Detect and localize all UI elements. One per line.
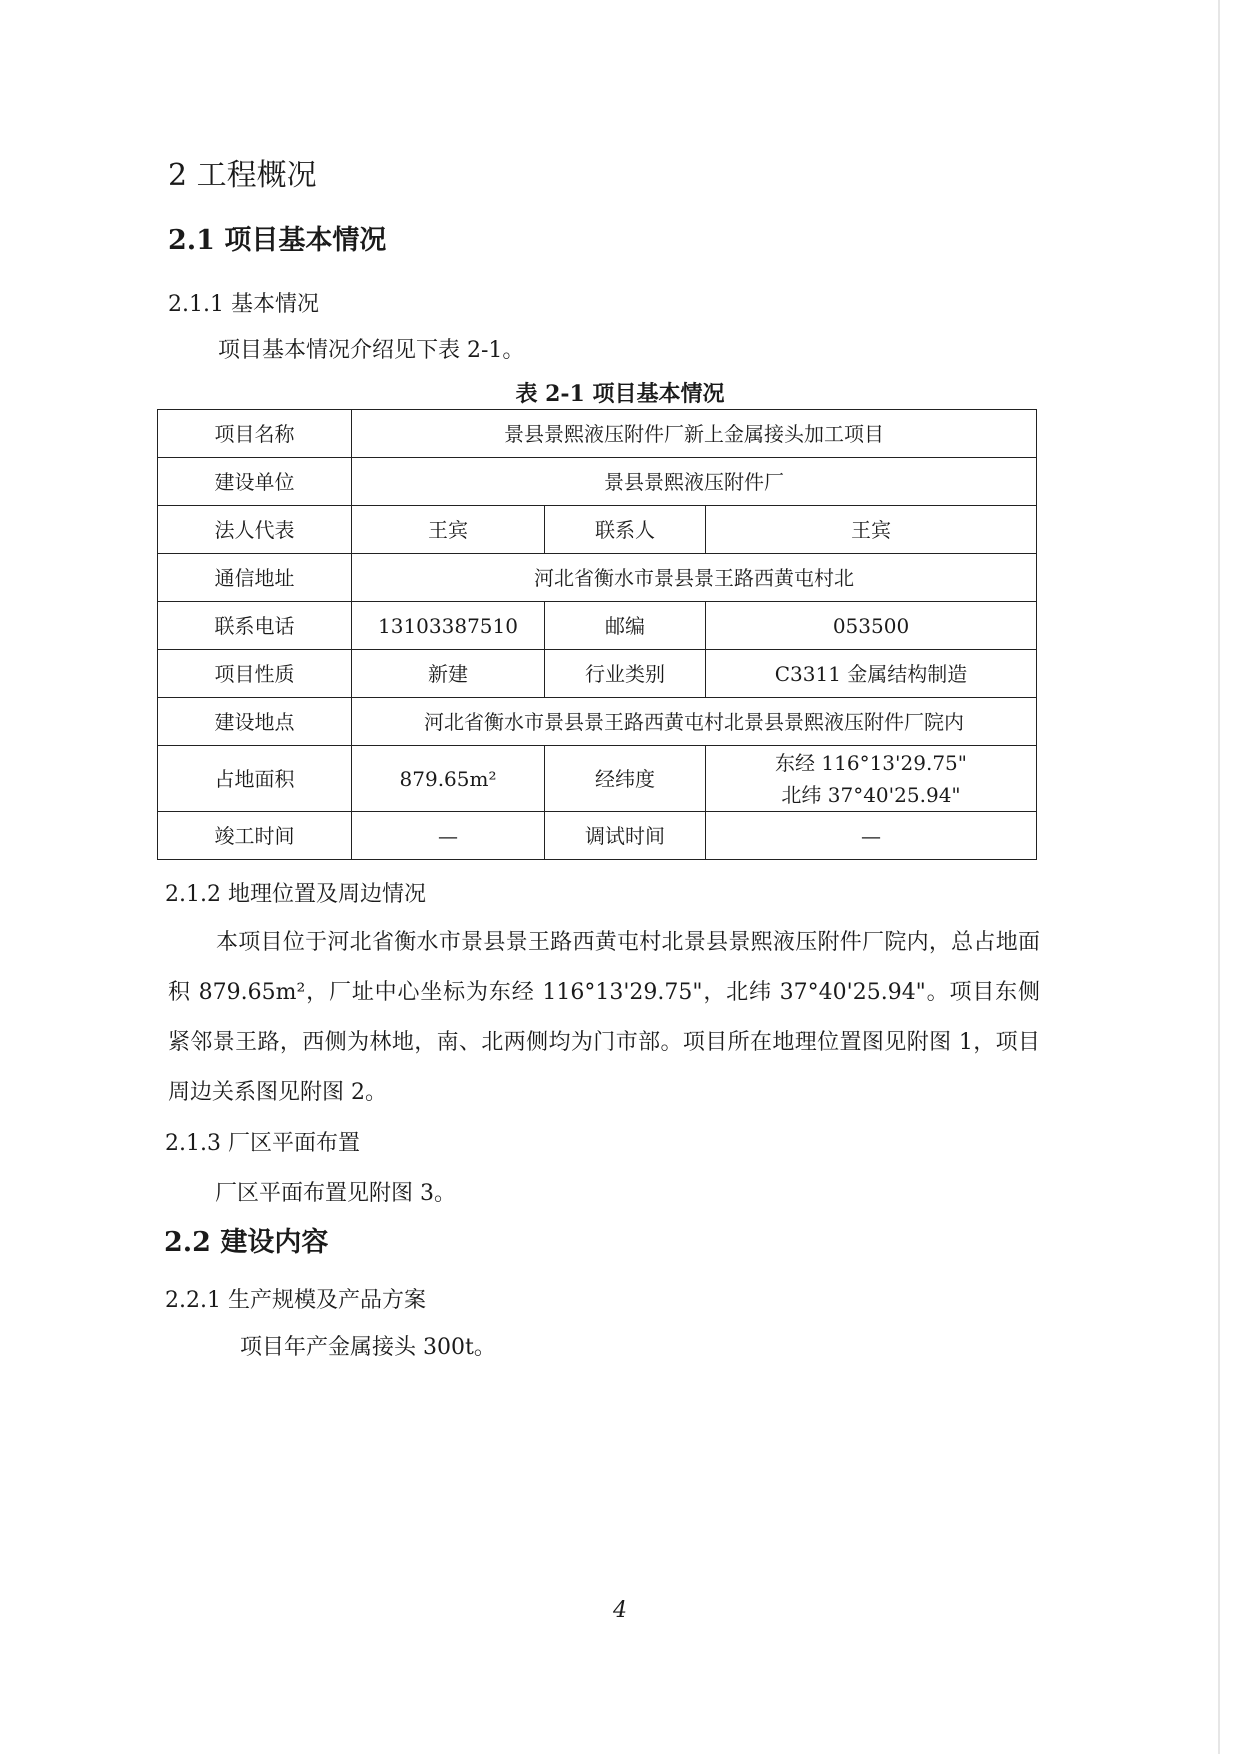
table-caption: 表 2-1 项目基本情况 [515,381,725,407]
cell-label: 调试时间 [545,812,706,860]
cell-label: 占地面积 [158,746,352,812]
cell-value: C3311 金属结构制造 [706,650,1037,698]
subsection-title-2-1-3: 2.1.3 厂区平面布置 [165,1131,360,1156]
cell-value: — [352,812,545,860]
intro-paragraph: 项目基本情况介绍见下表 2-1。 [218,338,525,363]
cell-label: 经纬度 [545,746,706,812]
cell-label: 联系电话 [158,602,352,650]
cell-label: 项目名称 [158,410,352,458]
cell-value: 景县景熙液压附件厂 [352,458,1037,506]
table-row [158,458,1037,506]
cell-label: 行业类别 [545,650,706,698]
table-row [158,650,1037,698]
subsection-title-2-1-2: 2.1.2 地理位置及周边情况 [165,882,426,907]
section-title-2-1: 2.1 项目基本情况 [168,225,387,256]
cell-label: 建设地点 [158,698,352,746]
cell-value: 13103387510 [352,602,545,650]
location-paragraph: 本项目位于河北省衡水市景县景王路西黄屯村北景县景熙液压附件厂院内，总占地面积 879.65m²，厂址中心坐标为东经 116°13'29.75"，北纬 37°40'25.94"。项目东侧紧邻景王路，西侧为林地，南、北两侧均为门市部。项目所在地理位置图见附图 1，项目周边关系图见附图 2。 [168,930,1040,1105]
subsection-title-2-2-1: 2.2.1 生产规模及产品方案 [165,1288,426,1313]
layout-paragraph: 厂区平面布置见附图 3。 [215,1181,456,1206]
table-row [158,602,1037,650]
cell-label: 邮编 [545,602,706,650]
chapter-title: 2 工程概况 [168,158,317,193]
cell-value: 河北省衡水市景县景王路西黄屯村北景县景熙液压附件厂院内 [352,698,1037,746]
table-row [158,812,1037,860]
cell-value: 新建 [352,650,545,698]
section-title-2-2: 2.2 建设内容 [164,1227,329,1258]
table-row [158,410,1037,458]
subsection-title-2-1-1: 2.1.1 基本情况 [168,292,319,317]
page-number: 4 [613,1598,627,1623]
table-row [158,746,1037,812]
table-row [158,506,1037,554]
table-row [158,554,1037,602]
cell-value: 景县景熙液压附件厂新上金属接头加工项目 [352,410,1037,458]
table-row [158,698,1037,746]
cell-value: 王宾 [706,506,1037,554]
project-info-table [157,409,1037,860]
cell-value: — [706,812,1037,860]
cell-value: 河北省衡水市景县景王路西黄屯村北 [352,554,1037,602]
production-paragraph: 项目年产金属接头 300t。 [240,1335,496,1360]
cell-label: 通信地址 [158,554,352,602]
cell-label: 联系人 [545,506,706,554]
scan-edge-line [1218,0,1220,1754]
cell-label: 项目性质 [158,650,352,698]
cell-value [706,746,1037,812]
cell-label: 法人代表 [158,506,352,554]
cell-label: 竣工时间 [158,812,352,860]
longitude-value: 东经 116°13'29.75" [775,750,967,775]
cell-value: 王宾 [352,506,545,554]
cell-label: 建设单位 [158,458,352,506]
latitude-value: 北纬 37°40'25.94" [781,782,961,807]
cell-value: 879.65m² [352,746,545,812]
cell-value: 053500 [706,602,1037,650]
